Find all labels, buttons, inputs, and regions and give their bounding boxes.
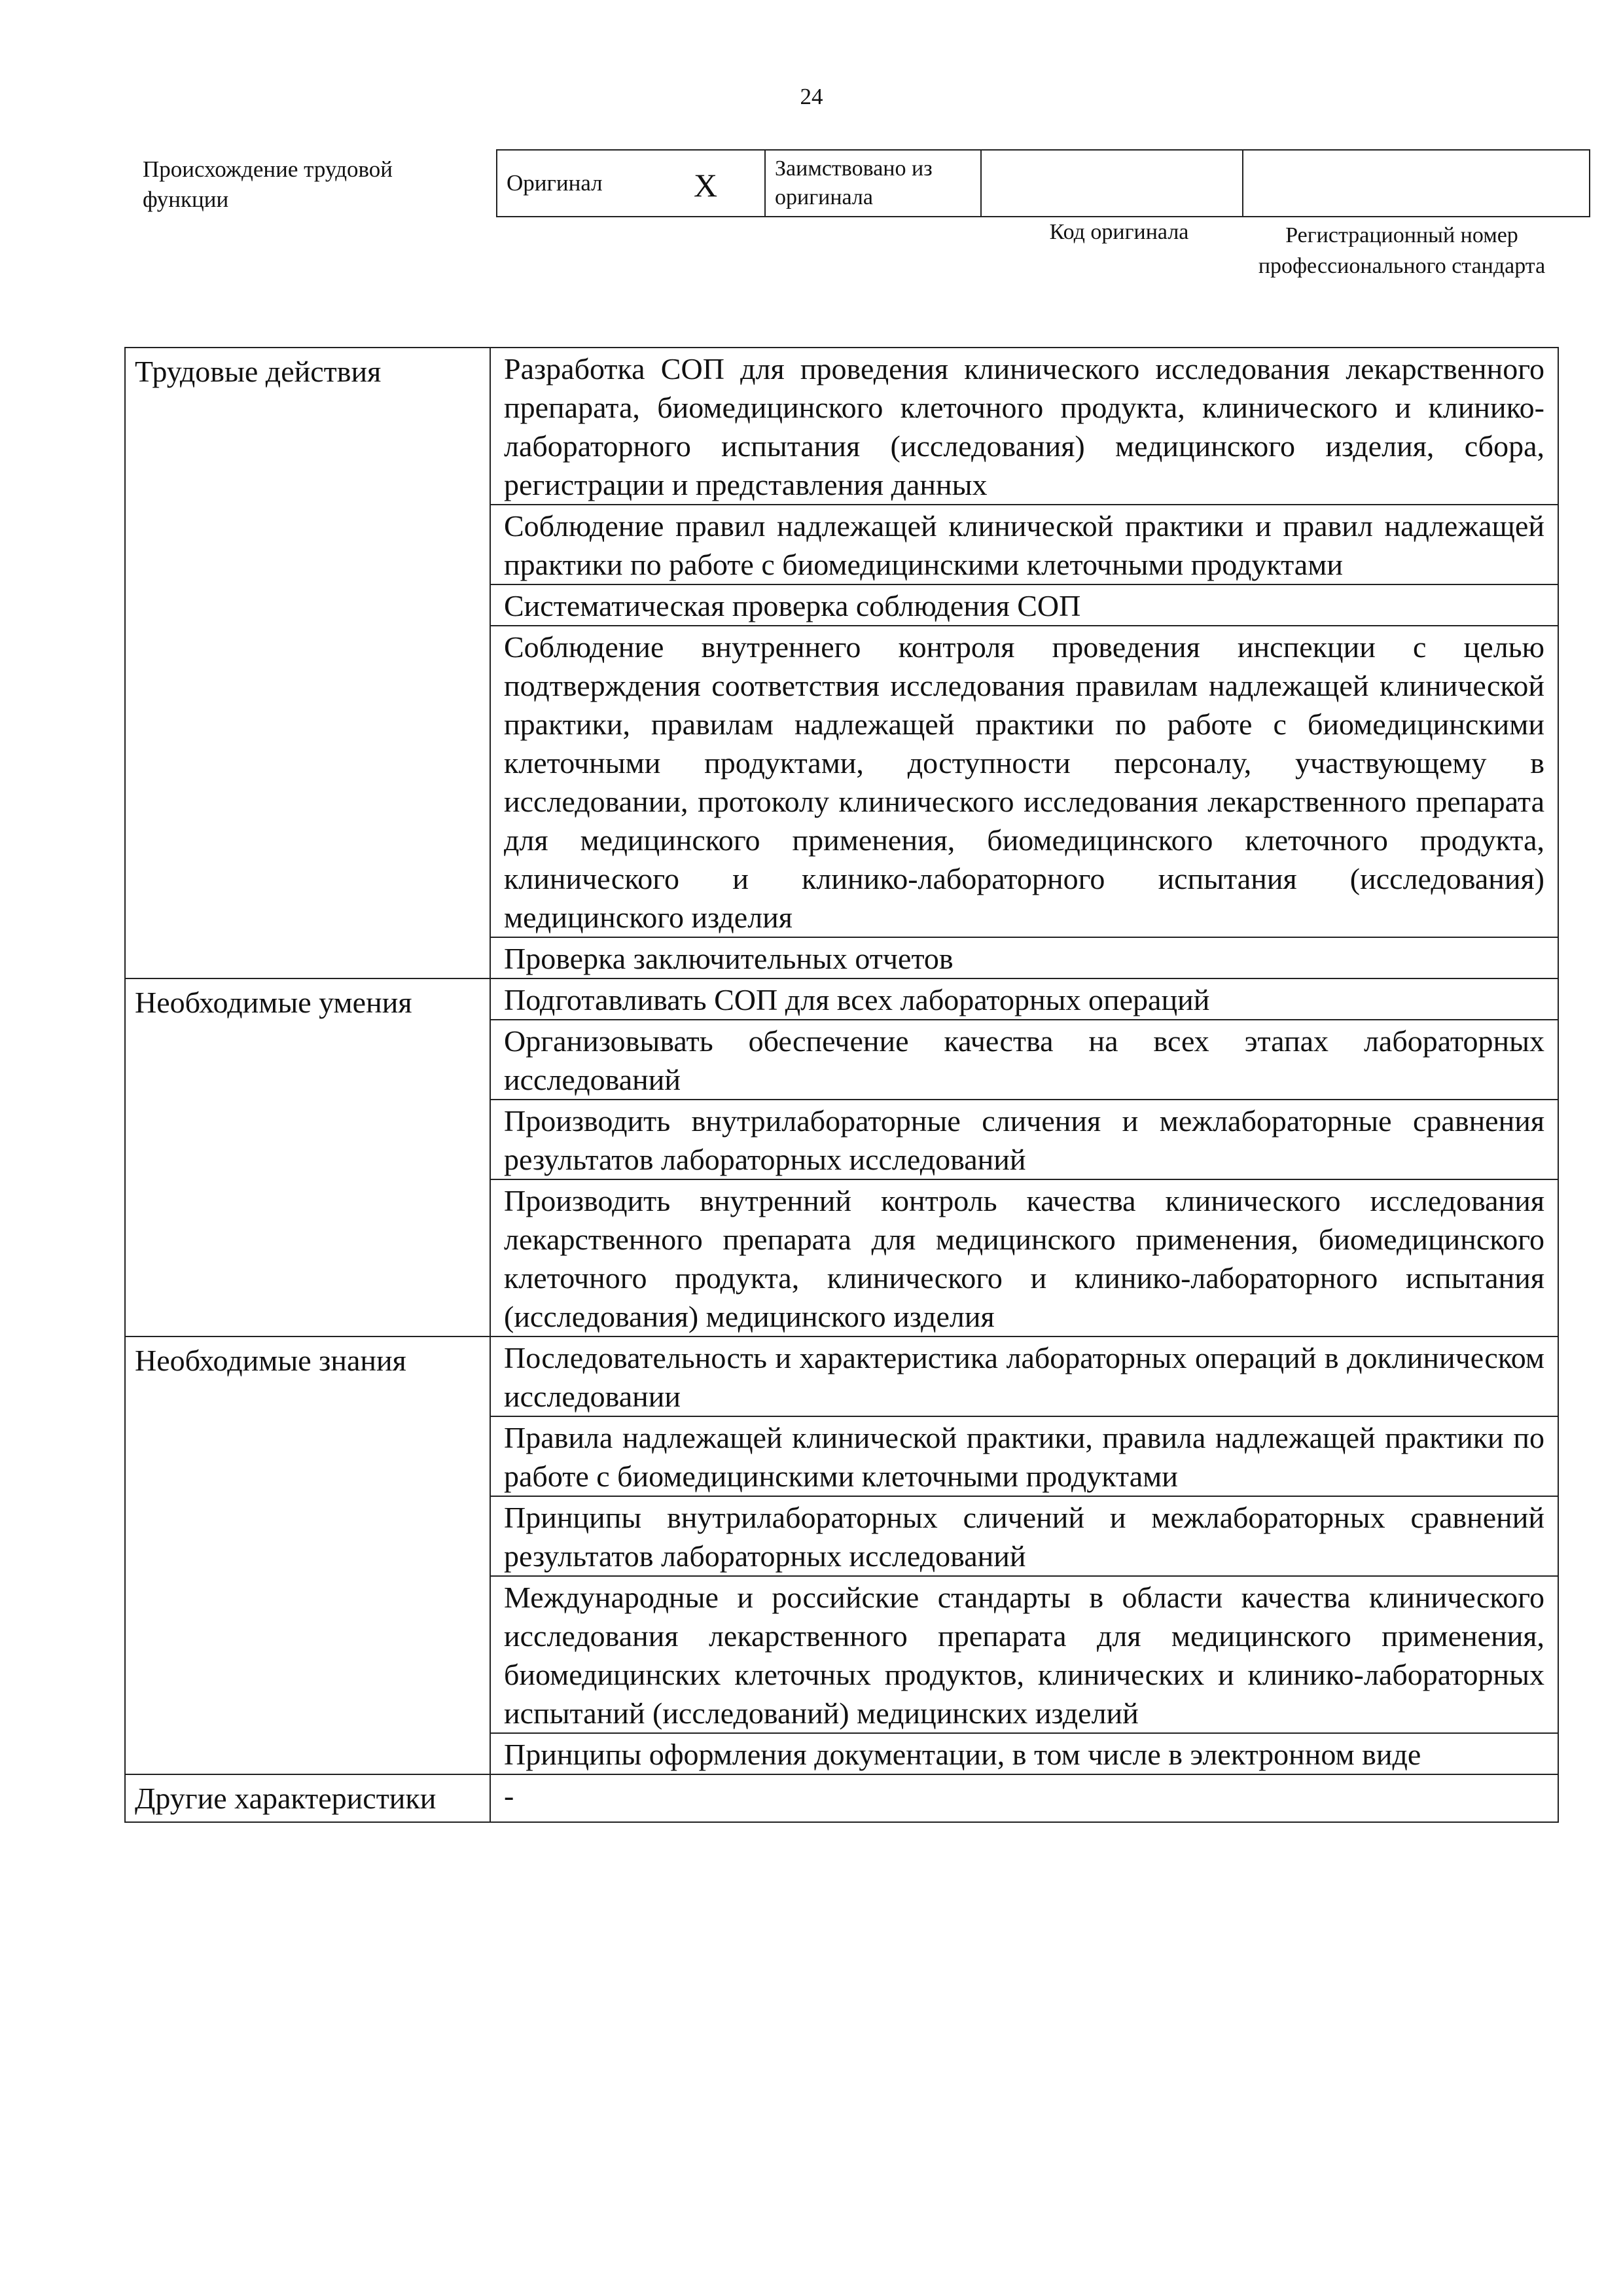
section-item: Международные и российские стандарты в области качества клинического исследования лекарственного препарата для медицинского применения, биомедицинских клеточных продуктов, клинических и клинико-лабораторных испытаний (исследований) медицинских изделий: [490, 1576, 1558, 1733]
section-label: Другие характеристики: [125, 1774, 490, 1822]
section-item: Принципы оформления документации, в том числе в электронном виде: [490, 1733, 1558, 1774]
original-label: Оригинал: [507, 170, 603, 196]
section-item: -: [490, 1774, 1558, 1822]
main-table: [124, 347, 1559, 1823]
section-item: Подготавливать СОП для всех лабораторных операций: [490, 978, 1558, 1020]
section-label: Трудовые действия: [125, 348, 490, 978]
section-item: Правила надлежащей клинической практики, правила надлежащей практики по работе с биомедицинскими клеточными продуктами: [490, 1416, 1558, 1496]
original-cell: [497, 150, 765, 217]
section-item: Производить внутренний контроль качества клинического исследования лекарственного препарата для медицинского применения, биомедицинского клеточного продукта, клинического и клинико-лабораторного испытания (исследования) медицинского изделия: [490, 1179, 1558, 1336]
section-item: Проверка заключительных отчетов: [490, 937, 1558, 978]
section-item: Организовывать обеспечение качества на всех этапах лабораторных исследований: [490, 1020, 1558, 1100]
section-item: Систематическая проверка соблюдения СОП: [490, 584, 1558, 626]
origin-table: [496, 149, 1590, 217]
section-item: Разработка СОП для проведения клинического исследования лекарственного препарата, биомедицинского клеточного продукта, клинического и клинико-лабораторного испытания (исследования) медицинского изделия, сбора, регистрации и представления данных: [490, 348, 1558, 505]
borrowed-label: Заимствовано из оригинала: [765, 150, 981, 217]
reg-number-cell: [1243, 150, 1590, 217]
section-item: Последовательность и характеристика лабораторных операций в доклиническом исследовании: [490, 1336, 1558, 1416]
original-mark: X: [694, 167, 718, 204]
reg-caption: Регистрационный номер профессионального стандарта: [1258, 223, 1546, 278]
section-label: Необходимые знания: [125, 1336, 490, 1774]
section-item: Соблюдение правил надлежащей клинической практики и правил надлежащей практики по работе с биомедицинскими клеточными продуктами: [490, 505, 1558, 584]
code-caption: Код оригинала: [1049, 220, 1189, 244]
section-label: Необходимые умения: [125, 978, 490, 1336]
section-item: Производить внутрилабораторные сличения и межлабораторные сравнения результатов лабораторных исследований: [490, 1100, 1558, 1179]
origin-label: Происхождение трудовой функции: [143, 156, 393, 212]
page-number: 24: [800, 84, 823, 109]
table-row: [125, 1774, 1558, 1822]
table-row: [125, 1336, 1558, 1416]
table-row: [125, 348, 1558, 505]
section-item: Принципы внутрилабораторных сличений и межлабораторных сравнений результатов лабораторных исследований: [490, 1496, 1558, 1576]
code-original-cell: [981, 150, 1243, 217]
section-item: Соблюдение внутреннего контроля проведения инспекции с целью подтверждения соответствия исследования правилам надлежащей клинической практики, правилам надлежащей практики по работе с биомедицинскими клеточными продуктами, доступности персоналу, участвующему в исследовании, протоколу клинического исследования лекарственного препарата для медицинского применения, биомедицинского клеточного продукта, клинического и клинико-лабораторного испытания (исследования) медицинского изделия: [490, 626, 1558, 937]
table-row: [125, 978, 1558, 1020]
